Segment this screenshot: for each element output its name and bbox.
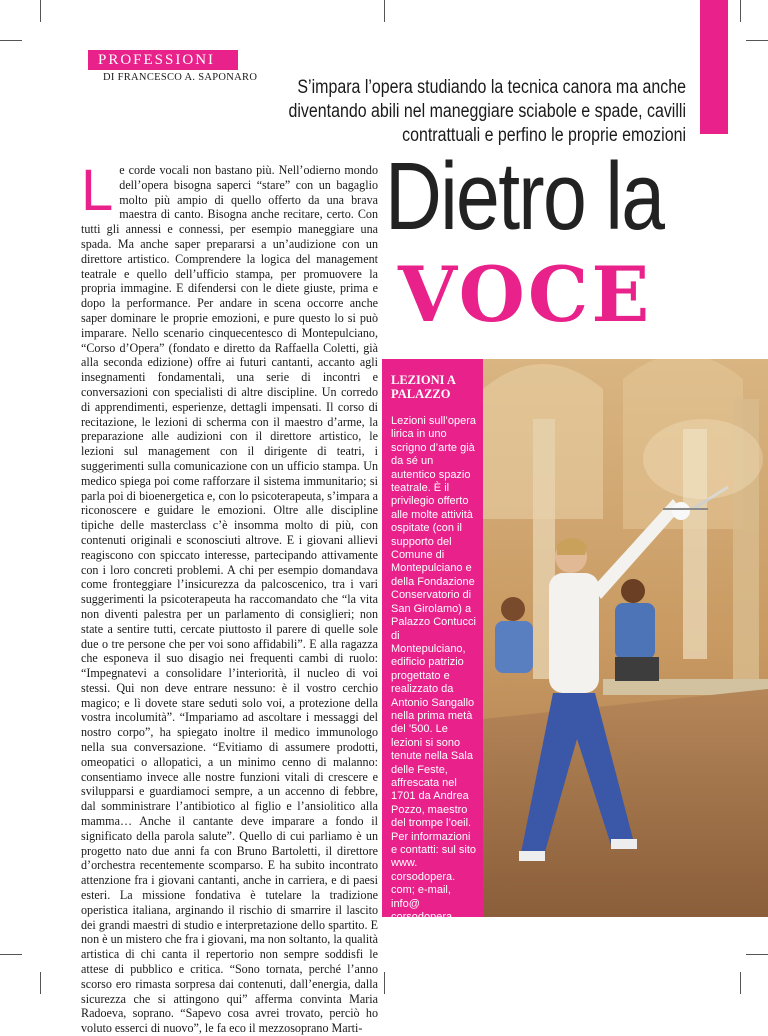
crop-mark — [40, 972, 41, 994]
headline-line-1: Dietro la — [385, 143, 664, 250]
page-edge-tab — [700, 0, 728, 134]
sidebar-text: Lezioni sull’opera lirica in uno scrigno d’arte già da sé un autentico spazio teatrale. È il privilegio offerto alle molte attività ospitate (con il supporto del Comune di Montepulciano e della Fondazione Conservatorio di San Girolamo) a Palazzo Contucci di Montepulciano, edificio patrizio progettato e realizzato da Antonio Sangallo nella prima metà del ’500. Le lezioni si sono tenute nella Sala delle Feste, affrescata nel 1701 da Andrea Pozzo, maestro del trompe l’oeil. Per informazioni e contatti: sul sito www. corsodopera. com; e-mail, info@ corsodopera. com; telefono 055 214705. — [391, 415, 476, 950]
crop-mark — [0, 954, 22, 955]
drop-cap: L — [81, 158, 114, 223]
sidebar-heading: LEZIONI A PALAZZO — [391, 373, 456, 401]
deck: S’impara l’opera studiando la tecnica canora ma anche diventando abili nel maneggiare sciabole e spade, cavilli contrattuali e perfino le proprie emozioni — [288, 77, 686, 146]
crop-mark — [384, 0, 385, 22]
section-label: PROFESSIONI — [88, 50, 238, 70]
crop-mark — [0, 40, 22, 41]
sidebar-box — [382, 359, 483, 950]
headline-line-2: VOCE — [398, 250, 653, 339]
crop-mark — [40, 0, 41, 22]
article-text: e corde vocali non bastano più. Nell’odierno mondo dell’opera bisogna saperci “stare” con un bagaglio molto più ampio di quello offerto da una brava maestra di canto. Bisogna anche recitare, certo. Con tutti gli annessi e connessi, per esempio maneggiare una spada. Ma anche saper prepararsi a un’audizione con un direttore artistico. Comprendere la logica del management teatrale e quello dell’ufficio stampa, per promuovere la propria immagine. E difendersi con le diete giuste, prima e dopo la performance. Per andare in scena occorre anche saper dominare le proprie emozioni, e pure questo lo si può imparare. Nello scenario cinquecentesco di Montepulciano, “Corso d’Opera” (fondato e diretto da Raffaella Coletti, già alla seconda edizione) offre ai futuri cantanti, accanto agli insegnamenti fondamentali, una serie di incontri e conversazioni con specialisti di altre discipline. Un corredo di apprendimenti, esperienze, dettagli impensati. Il corso di recitazione, le lezioni di scherma con il maestro d’arme, la preparazione alle audizioni con il direttore artistico, le lezioni sul management con il dirigente di teatri, i suggerimenti sulla comunicazione con un ufficio stampa. Un medico spiega poi come rafforzare il sistema immunitario; si parla poi di bioenergetica e, con lo psicoterapeuta, s’impara a riconoscere e guidare le emozioni. Oltre alle discipline tipiche delle masterclass c’è insomma molto di più, con contenuti originali e sconosciuti altrove. E i giovani allievi reagiscono con spiccato interesse, partecipando attivamente con i loro concreti problemi. A chi per esempio domandava come fronteggiare l’insicurezza da palcoscenico, tra i vari suggerimenti la psicoterapeuta ha raccomandato che “la vita non diventi palestra per un parlamento di consiglieri; non state a sentire tutti, cercate piuttosto il parere di quelle sole due o tre persone che per voi sono affidabili”. E alla ragazza che esponeva il suo disagio nei frequenti cambi di ruolo: “Impegnatevi a consolidare l’interiorità, il nucleo di voi stessi. Qui non deve entrare nessuno: è il vostro cerchio magico; e lì dovete stare seduti solo voi, a protezione della vostra incolumità”. “Impariamo ad ascoltare i messaggi del nostro corpo”, ha spiegato inoltre il medico immunologo nella sua conversazione. “Evitiamo di assumere prodotti, omeopatici o allopatici, a un minimo cenno di malanno: consentiamo invece alle nostre funzioni vitali di crescere e svilupparsi e guardiamoci sempre, a un accenno di febbre, dal somministrare l’antibiotico al figlio e l’ansiolitico alla mamma… Anche il cantante deve imparare a fondo il significato della parola salute”. Quello di cui parliamo è un progetto nato due anni fa con Bruno Bartoletti, il direttore d’orchestra recentemente scomparso. E ha subito incontrato attenzione fra i giovani cantanti, anche in carriera, e di paesi esteri. La missione fondativa è tutelare la tradizione operistica italiana, arginando il rischio di smarrire il lascito dei grandi maestri di studio e interpretazione dello spartito. E non è un mistero che fra i giovani, ma non soltanto, la qualità artistica di chi canta il repertorio non sempre soddisfi le attese di pubblico e critica. “Sono tornata, perché l’anno scorso ero rimasta sorpresa dai contenuti, dall’energia, dalla sicurezza che si attingono qui” afferma convinta Maria Radoeva, soprano. “Sapevo cosa avrei trovato, perciò ho voluto esserci di nuovo”, le fa eco il mezzosoprano Marti- — [81, 163, 378, 1036]
crop-mark — [384, 972, 385, 994]
article-body — [81, 158, 378, 1036]
crop-mark — [740, 972, 741, 994]
crop-mark — [740, 0, 741, 22]
crop-mark — [746, 954, 768, 955]
crop-mark — [746, 40, 768, 41]
byline: DI FRANCESCO A. SAPONARO — [103, 72, 258, 83]
fencing-photo — [483, 359, 768, 917]
